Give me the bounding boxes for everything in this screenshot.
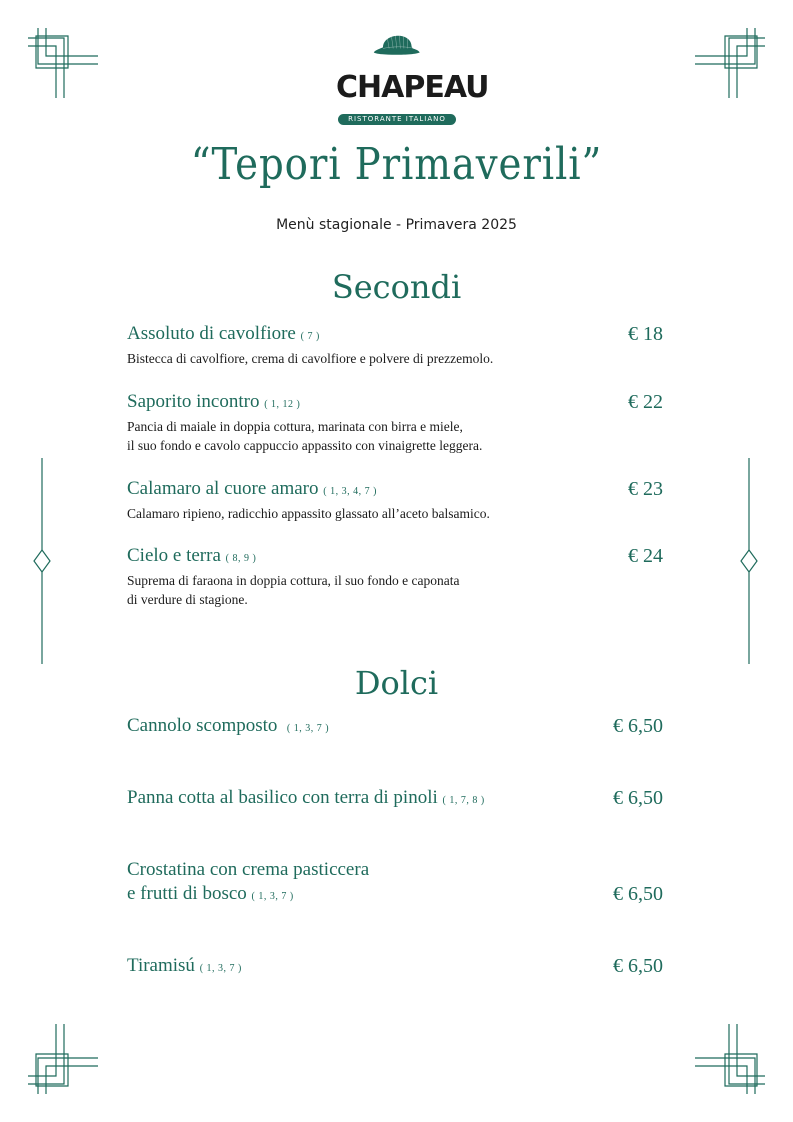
ornament-bottom-left-icon [28,994,128,1094]
item-description: Bistecca di cavolfiore, crema di cavolfiore e polvere di prezzemolo. [127,351,494,366]
ornament-top-left-icon [28,28,128,128]
menu-item [127,954,663,981]
brand-tagline: RISTORANTE ITALIANO [338,114,456,125]
item-allergens: ( 1, 12 ) [264,399,301,410]
item-name: Assoluto di cavolfiore [127,323,296,344]
menu-item [127,786,663,813]
menu-item [127,714,663,741]
item-name: Tiramisú [127,955,195,976]
item-price: € 22 [628,391,663,413]
item-allergens: ( 1, 3, 4, 7 ) [323,486,377,497]
section-title-dolci: Dolci [354,664,439,702]
item-name: Saporito incontro [127,391,260,412]
side-ornament-left-icon [32,458,52,664]
item-allergens: ( 1, 3, 7 ) [199,963,242,974]
item-price: € 6,50 [613,955,663,977]
menu-item [127,858,663,909]
ornament-bottom-right-icon [665,994,765,1094]
item-allergens: ( 8, 9 ) [225,553,257,564]
ornament-top-right-icon [665,28,765,128]
item-name: Cannolo scomposto [127,715,278,736]
item-name: Panna cotta al basilico con terra di pinoli [127,787,438,808]
brand-name: CHAPEAU [336,70,489,105]
menu-item [127,477,663,523]
item-price: € 6,50 [613,787,663,809]
item-allergens: ( 1, 3, 7 ) [251,891,294,902]
item-description: Calamaro ripieno, radicchio appassito glassato all’aceto balsamico. [127,506,490,521]
page-subtitle: Menù stagionale - Primavera 2025 [276,217,517,233]
item-name: Cielo e terra [127,545,221,566]
item-allergens: ( 7 ) [300,331,320,342]
side-ornament-right-icon [739,458,759,664]
item-price: € 23 [628,478,663,500]
item-price: € 18 [628,323,663,345]
item-description: Pancia di maiale in doppia cottura, marinata con birra e miele, [127,419,463,434]
menu-item [127,322,663,368]
menu-item [127,390,663,455]
item-description: Suprema di faraona in doppia cottura, il suo fondo e caponata [127,573,460,588]
item-description: di verdure di stagione. [127,592,248,607]
item-name: Calamaro al cuore amaro [127,478,319,499]
item-description: il suo fondo e cavolo cappuccio appassito con vinaigrette leggera. [127,438,483,453]
item-allergens: ( 1, 7, 8 ) [442,795,485,806]
item-price: € 24 [628,545,663,567]
item-allergens: ( 1, 3, 7 ) [286,723,330,734]
menu-item [127,544,663,609]
item-name-line1: Crostatina con crema pasticcera [127,859,370,880]
item-name: e frutti di bosco [127,883,247,904]
section-title-secondi: Secondi [331,268,462,306]
page-title: “Tepori Primaverili” [190,139,603,190]
item-price: € 6,50 [613,883,663,905]
item-price: € 6,50 [613,715,663,737]
